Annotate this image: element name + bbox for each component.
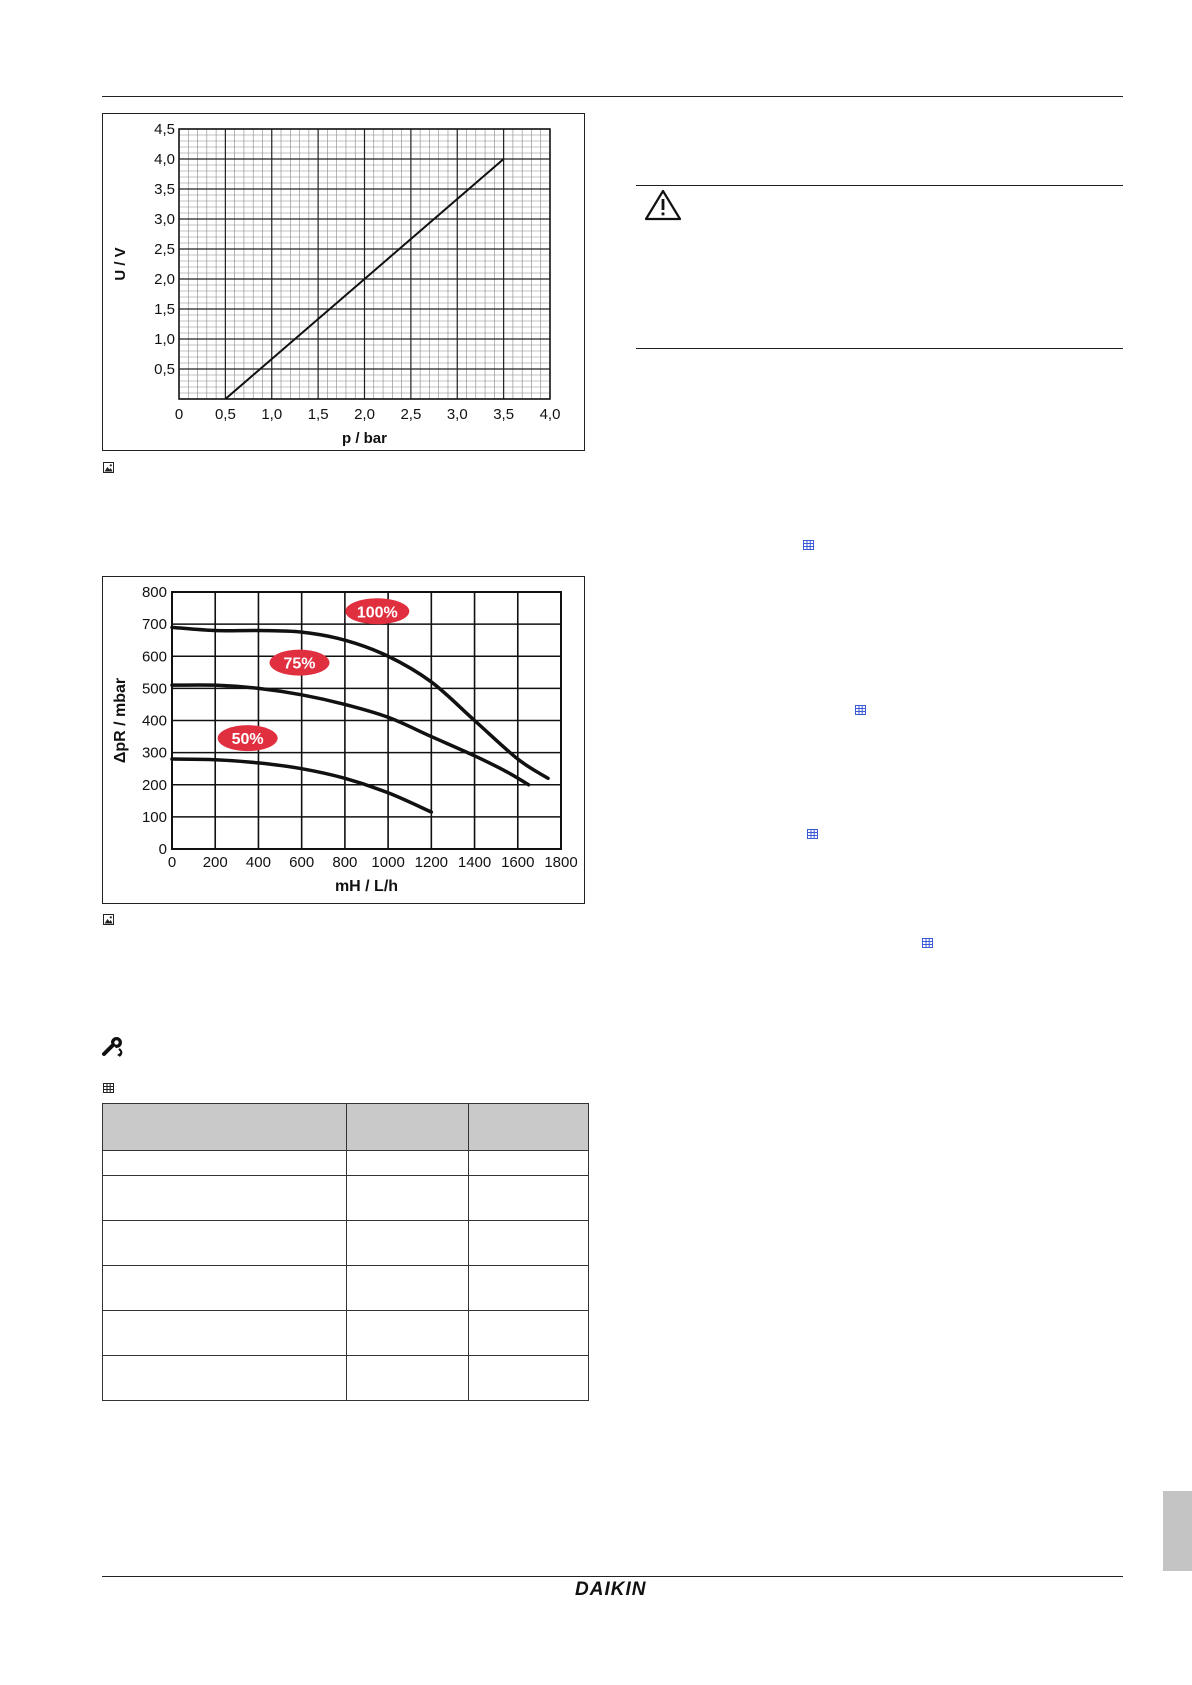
pump-curve-chart-svg [103,577,584,903]
pressure-voltage-chart [102,113,585,451]
header-rule [102,96,1123,97]
daikin-logo: DAIKIN [575,1579,647,1600]
table-row [103,1176,589,1221]
image-icon [103,462,114,473]
table-cell [103,1356,347,1401]
table-cell [469,1176,589,1221]
y-tick-label: 0,5 [154,361,175,378]
x-axis-label: p / bar [341,430,388,447]
table-cell [469,1356,589,1401]
x-tick-label: 200 [202,854,228,871]
table-icon[interactable] [807,829,818,839]
x-tick-label: 3,5 [493,406,515,423]
y-tick-label: 300 [141,744,167,762]
y-tick-label: 400 [141,712,167,730]
x-tick-label: 1000 [371,854,405,871]
table-icon[interactable] [803,540,814,550]
table-header-cell [347,1104,469,1151]
image-icon [103,914,114,925]
table-cell [103,1176,347,1221]
x-tick-label: 3,0 [446,406,468,423]
table-cell [103,1266,347,1311]
table-cell [347,1221,469,1266]
warning-triangle-icon [644,189,682,221]
pump-curve-chart [102,576,585,904]
table-header-row [103,1104,589,1151]
y-tick-label: 1,0 [154,331,175,348]
table-cell [347,1176,469,1221]
y-tick-label: 0 [158,841,167,858]
series-label: 50% [231,731,264,749]
y-tick-label: 4,5 [154,121,175,138]
y-tick-label: 3,5 [154,181,175,198]
pressure-voltage-chart-svg [103,114,584,450]
x-tick-label: 1,5 [307,406,329,423]
y-tick-label: 4,0 [154,151,175,168]
spec-table [102,1103,589,1401]
y-tick-label: 500 [141,680,167,698]
y-tick-label: 600 [141,648,167,666]
series-label: 75% [283,655,316,673]
table-cell [347,1311,469,1356]
y-tick-label: 200 [141,776,167,794]
table-cell [469,1311,589,1356]
x-tick-label: 0 [167,854,177,871]
warning-top-rule [636,185,1123,186]
x-tick-label: 800 [332,854,358,871]
y-tick-label: 2,5 [154,241,175,258]
table-row [103,1356,589,1401]
x-tick-label: 1800 [544,854,578,871]
y-axis-label: ΔpR / mbar [112,677,129,764]
table-row [103,1311,589,1356]
table-cell [469,1266,589,1311]
y-tick-label: 1,5 [154,301,175,318]
y-tick-label: 800 [141,584,167,601]
footer-rule [102,1576,1123,1577]
table-icon[interactable] [922,938,933,948]
table-cell [469,1221,589,1266]
table-icon[interactable] [855,705,866,715]
x-tick-label: 400 [245,854,271,871]
table-cell [347,1356,469,1401]
x-tick-label: 1600 [501,854,535,871]
x-tick-label: 0 [174,406,184,423]
x-tick-label: 1400 [457,854,492,871]
x-axis-label: mH / L/h [334,878,399,895]
x-tick-label: 2,0 [354,406,375,423]
wrench-icon [101,1034,127,1058]
table-row [103,1266,589,1311]
x-tick-label: 600 [289,854,315,871]
table-cell [103,1311,347,1356]
y-tick-label: 2,0 [154,271,175,288]
table-icon [103,1083,114,1093]
x-tick-label: 1200 [414,854,449,871]
warning-bottom-rule [636,348,1123,349]
table-cell [469,1151,589,1176]
y-tick-label: 100 [141,808,167,826]
y-tick-label: 700 [141,616,167,634]
table-cell [103,1151,347,1176]
table-cell [103,1221,347,1266]
x-tick-label: 1,0 [261,406,283,423]
table-cell [347,1151,469,1176]
table-header-cell [469,1104,589,1151]
series-label: 100% [356,604,398,622]
section-side-tab [1163,1491,1192,1571]
y-tick-label: 3,0 [154,211,175,228]
x-tick-label: 0,5 [214,406,236,423]
y-axis-label: U / V [112,247,129,281]
x-tick-label: 4,0 [539,406,561,423]
table-cell [347,1266,469,1311]
table-row [103,1221,589,1266]
x-tick-label: 2,5 [400,406,422,423]
table-header-cell [103,1104,347,1151]
table-row [103,1151,589,1176]
series-line [172,627,548,778]
